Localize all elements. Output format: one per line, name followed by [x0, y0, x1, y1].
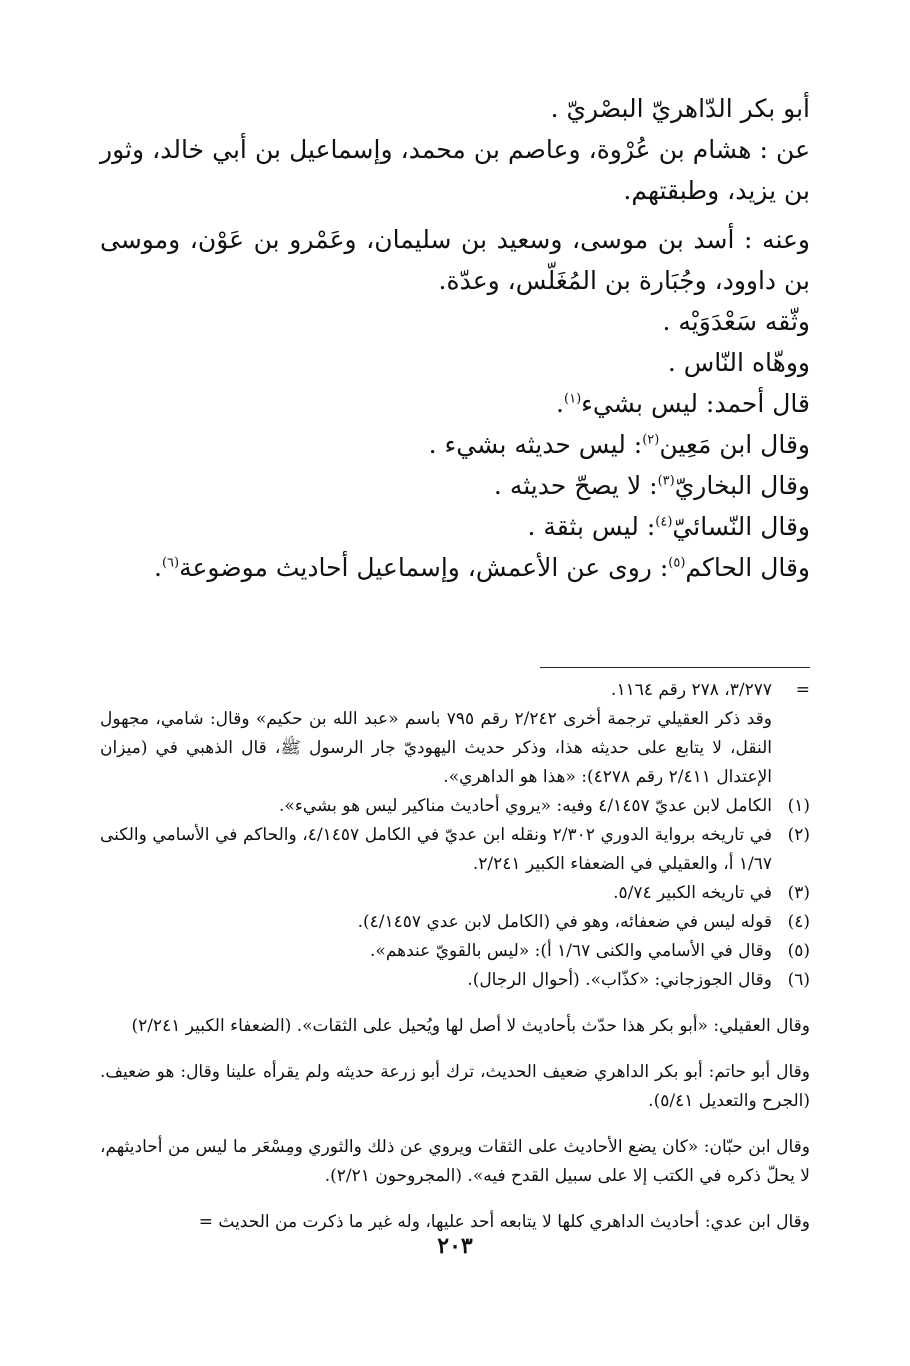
quote-speaker: وقال الحاكم	[685, 553, 810, 582]
tadif-line: ووهّاه النّاس .	[667, 348, 810, 377]
footnote-ref: (١)	[564, 391, 582, 407]
footnote-6-ibn-adi: وقال ابن عدي: أحاديث الداهري كلها لا يتابعه أحد عليها، وله غير ما ذكرت من الحديث =	[198, 1212, 810, 1232]
quote-text: : ليس بثقة .	[527, 512, 656, 541]
footnote-marker: (٤)	[787, 912, 810, 932]
footnote-marker: (١)	[787, 796, 810, 816]
quote-bukhari	[100, 465, 810, 506]
footnote-text: وقال في الأسامي والكنى ١/٦٧ أ): «ليس بالقويّ عندهم».	[370, 941, 772, 961]
quote-ibn-main	[100, 424, 810, 465]
quote-speaker: وقال النّسائيّ	[672, 512, 810, 541]
footnote-text: في تاريخه الكبير ٥/٧٤.	[613, 883, 772, 903]
footnotes	[100, 676, 810, 1254]
page-number: ٢٠٣	[437, 1233, 473, 1259]
students-paragraph: وعنه : أسد بن موسى، وسعيد بن سليمان، وعَمْرو بن عَوْن، وموسى بن داوود، وجُبَارة بن المُغَلّس، وعدّة.	[100, 225, 810, 295]
quote-end: .	[154, 553, 162, 582]
footnote-continuation	[100, 676, 810, 792]
quote-nasai	[100, 506, 810, 547]
footnote-text: ٣/٢٧٧، ٢٧٨ رقم ١١٦٤.	[611, 680, 772, 700]
main-text	[100, 88, 810, 588]
footnote-ref: (٣)	[657, 473, 675, 489]
quote-end: .	[556, 389, 564, 418]
quote-text: : ليس حديثه بشيء .	[428, 430, 643, 459]
footnote-6-ibn-hibban: وقال ابن حبّان: «كان يضع الأحاديث على الثقات ويروي عن ذلك والثوري ومِسْعَر ما ليس من أحاديثهم، لا يحلّ ذكره في الكتب إلا على سبيل القدح فيه». (المجروحون ٢/٢١).	[100, 1137, 810, 1186]
footnote-3	[100, 879, 810, 908]
footnote-text: قوله ليس في ضعفائه، وهو في (الكامل لابن عدي ٤/١٤٥٧).	[357, 912, 772, 932]
footnote-marker: (٥)	[787, 941, 810, 961]
footnote-5	[100, 937, 810, 966]
footnote-ref: (٤)	[655, 514, 673, 530]
footnote-6	[100, 966, 810, 995]
footnote-ref: (٦)	[161, 555, 180, 571]
footnote-text: وقال الجوزجاني: «كذّاب». (أحوال الرجال).	[467, 970, 772, 990]
footnote-ref: (٥)	[668, 555, 686, 571]
quote-speaker: وقال ابن مَعِين	[659, 430, 810, 459]
footnote-marker: (٢)	[787, 825, 810, 845]
continuation-marker: =	[795, 680, 810, 700]
footnote-2	[100, 821, 810, 879]
footnote-6-abu-hatim: وقال أبو حاتم: أبو بكر الداهري ضعيف الحديث، ترك أبو زرعة حديثه ولم يقرأه علينا وقال: هو ضعيف. (الجرح والتعديل ٥/٤١).	[100, 1062, 811, 1111]
quote-text: : لا يصحّ حديثه .	[493, 471, 658, 500]
footnote-marker: (٣)	[787, 883, 810, 903]
footnote-text: الكامل لابن عديّ ٤/١٤٥٧ وفيه: «يروي أحاديث مناكير ليس هو بشيء».	[279, 796, 772, 816]
footnote-text: وقد ذكر العقيلي ترجمة أخرى ٢/٢٤٢ رقم ٧٩٥ باسم «عبد الله بن حكيم» وقال: شامي، مجهول النقل، لا يتابع على حديثه هذا، وذكر حديث اليهوديّ جار الرسول ﷺ، قال الذهبي في (ميزان الإعتدال ٢/٤١١ رقم ٤٢٧٨): «هذا هو الداهري».	[100, 709, 772, 787]
footnote-1	[100, 792, 810, 821]
quote-ahmad	[100, 383, 810, 424]
footnote-ref: (٢)	[642, 432, 660, 448]
quote-hakim	[100, 547, 810, 588]
quote-speaker: وقال البخاريّ	[674, 471, 810, 500]
quote-text: قال أحمد: ليس بشيء	[581, 389, 810, 418]
footnote-marker: (٦)	[787, 970, 810, 990]
footnote-text: في تاريخه برواية الدوري ٢/٣٠٢ ونقله ابن عديّ في الكامل ٤/١٤٥٧، والحاكم في الأسامي والكنى ١/٦٧ أ، والعقيلي في الضعفاء الكبير ٢/٢٤١.	[100, 825, 772, 874]
footnote-4	[100, 908, 810, 937]
teachers-paragraph: عن : هشام بن عُرْوة، وعاصم بن محمد، وإسماعيل بن أبي خالد، وثور بن يزيد، وطبقتهم.	[100, 135, 810, 205]
footnote-separator	[540, 667, 810, 668]
biography-title: أبو بكر الدّاهريّ البصْريّ .	[550, 94, 810, 123]
quote-text: : روى عن الأعمش، وإسماعيل أحاديث موضوعة	[179, 553, 669, 582]
tawthiq-line: وثّقه سَعْدَوَيْه .	[662, 307, 810, 336]
footnote-6-uqayli: وقال العقيلي: «أبو بكر هذا حدّث بأحاديث لا أصل لها ويُحيل على الثقات». (الضعفاء الكبير ٢/٢٤١)	[131, 1016, 810, 1036]
